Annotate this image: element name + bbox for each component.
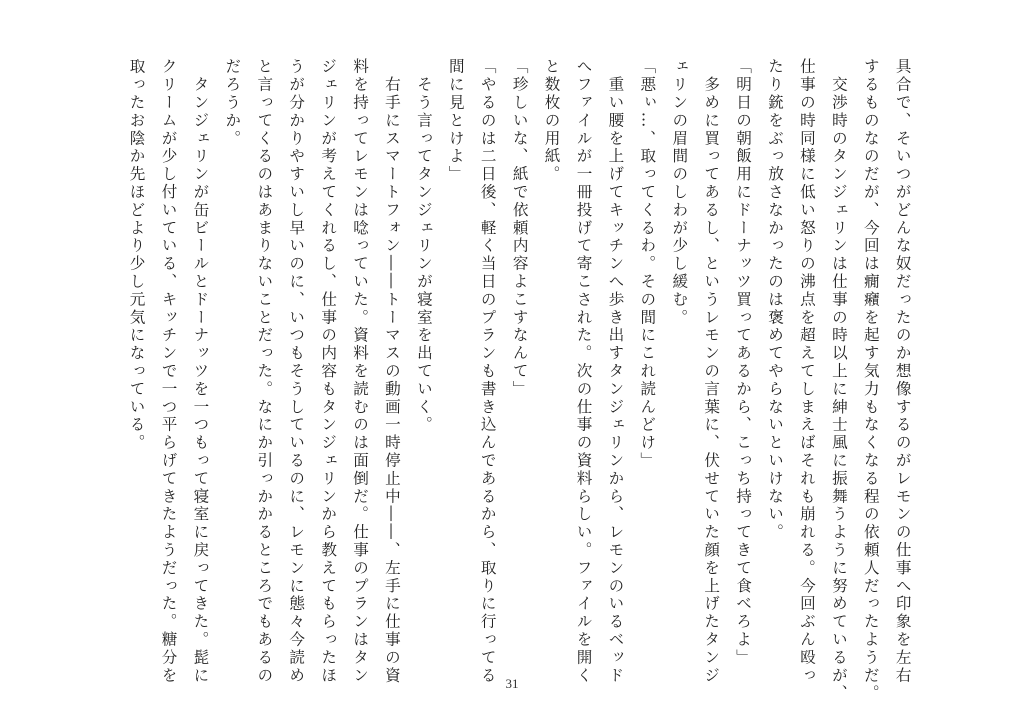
text-line: 「珍しいな、紙で依頼内容よこすなんて」 xyxy=(510,58,529,399)
text-line: と言ってくるのはあまりないことだった。なにか引っかかるところでもあるの xyxy=(255,58,274,685)
text-line: タンジェリンが缶ビールとドーナッツを一つもって寝室に戻ってきた。髭に xyxy=(191,58,210,685)
text-line: 具合で、そいつがどんな奴だったのか想像するのがレモンの仕事へ印象を左右 xyxy=(893,58,912,685)
text-line: 交渉時のタンジェリンは仕事の時以上に紳士風に振舞うように努めているが、 xyxy=(829,58,848,703)
text-line: そう言ってタンジェリンが寝室を出ていく。 xyxy=(414,58,433,434)
text-line: と数枚の用紙。 xyxy=(542,58,561,184)
text-line: するものなのだが、今回は癇癪を起す気力もなくなる程の依頼人だったようだ。 xyxy=(861,58,880,703)
text-line: 多めに買ってあるし、というレモンの言葉に、伏せていた顔を上げたタンジ xyxy=(702,58,721,685)
text-line: たり銃をぶっ放さなかったのは褒めてやらないといけない。 xyxy=(766,58,785,542)
text-line: 料を持ってレモンは唸っていた。資料を読むのは面倒だ。仕事のプランはタン xyxy=(351,58,370,685)
text-line: ジェリンが考えてくれるし、仕事の内容もタンジェリンから教えてもらったほ xyxy=(319,58,338,685)
text-line: 仕事の時同様に低い怒りの沸点を超えてしまえばそれも崩れる。今回ぶん殴っ xyxy=(797,58,816,685)
text-line: へファイルが一冊投げて寄こされた。次の仕事の資料らしい。ファイルを開く xyxy=(574,58,593,685)
text-line: 「悪ぃ…、取ってくるわ。その間にこれ読んどけ」 xyxy=(638,58,657,470)
text-line: ェリンの眉間のしわが少し緩む。 xyxy=(670,58,689,327)
text-line: 「やるのは二日後、軽く当日のプランも書き込んであるから、取りに行ってる xyxy=(478,58,497,685)
text-line: うが分かりやすいし早いのに、いつもそうしているのに、レモンに態々今読め xyxy=(287,58,306,685)
text-line: 右手にスマートフォン――トーマスの動画一時停止中――、左手に仕事の資 xyxy=(382,58,401,685)
text-line: 取ったお陰か先ほどより少し元気になっている。 xyxy=(127,58,146,452)
page-number: 31 xyxy=(505,676,519,691)
text-line: だろうか。 xyxy=(223,58,242,148)
text-line: クリームが少し付いている、キッチンで一つ平らげてきたようだった。糖分を xyxy=(159,58,178,685)
text-line: 間に見とけよ」 xyxy=(446,58,465,184)
text-line: 「明日の朝飯用にドーナッツ買ってあるから、こっち持ってきて食べろよ」 xyxy=(734,58,753,667)
text-line: 重い腰を上げてキッチンへ歩き出すタンジェリンから、レモンのいるベッド xyxy=(606,58,625,685)
